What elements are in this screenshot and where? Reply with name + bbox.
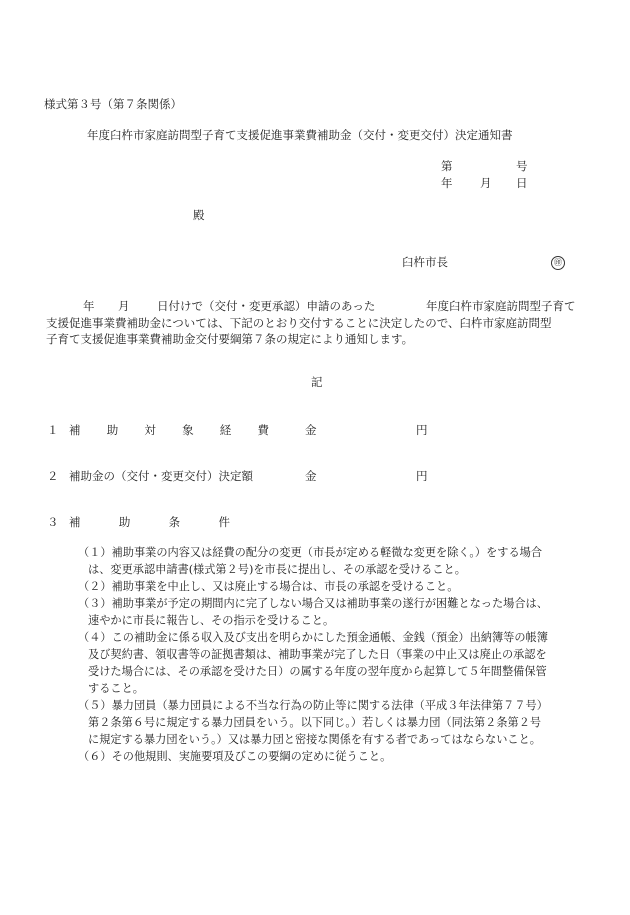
condition-item bbox=[78, 578, 618, 595]
condition-line: （３）補助事業が予定の期間内に完了しない場合又は補助事業の遂行が困難となった場合は、 bbox=[78, 597, 548, 610]
condition-line: （２）補助事業を中止し、又は廃止する場合は、市長の承認を受けること。 bbox=[78, 580, 459, 593]
body-year: 年 bbox=[83, 299, 95, 313]
condition-item bbox=[78, 629, 618, 697]
document-title: 年度臼杵市家庭訪問型子育て支援促進事業費補助金（交付・変更交付）決定通知書 bbox=[87, 128, 513, 142]
item3-char: 件 bbox=[218, 515, 230, 529]
item1-yen: 円 bbox=[416, 423, 428, 437]
doc-date-month: 月 bbox=[480, 176, 492, 190]
condition-item bbox=[78, 544, 618, 578]
body-line3: 子育て支援促進事業費補助金交付要綱第７条の規定により通知します。 bbox=[46, 332, 414, 346]
condition-item bbox=[78, 748, 618, 765]
condition-line: 受けた場合には、その承認を受けた日）の属する年度の翌年度から起算して５年間整備保管 bbox=[88, 665, 547, 678]
addressee-suffix: 殿 bbox=[193, 208, 205, 222]
item3-char: 助 bbox=[118, 515, 131, 529]
condition-item bbox=[78, 595, 618, 629]
condition-line: 速やかに市長に報告し、その指示を受けること。 bbox=[88, 614, 335, 627]
item2-kin: 金 bbox=[305, 469, 317, 483]
condition-line: （４）この補助金に係る収入及び支出を明らかにした預金通帳、金銭（預金）出納簿等の帳簿 bbox=[78, 631, 548, 644]
condition-line: すること。 bbox=[88, 682, 144, 695]
condition-line: （５）暴力団員（暴力団員による不当な行為の防止等に関する法律（平成３年法律第７７号） bbox=[78, 699, 548, 712]
item1-char: 経 bbox=[219, 423, 232, 437]
item3-char: 条 bbox=[168, 515, 181, 529]
item2-label: 補助金の（交付・変更交付）決定額 bbox=[69, 469, 253, 483]
condition-line: は、変更承認申請書(様式第２号)を市長に提出し、その承認を受けること。 bbox=[88, 563, 466, 576]
conditions-list bbox=[78, 544, 618, 765]
ki-heading: 記 bbox=[311, 375, 323, 389]
body-line1-end: 年度臼杵市家庭訪問型子育て bbox=[426, 299, 576, 313]
doc-number-dai: 第 bbox=[441, 159, 453, 173]
item2-yen: 円 bbox=[416, 469, 428, 483]
seal-icon: ㊞ bbox=[551, 256, 565, 270]
item1-char: 補 bbox=[69, 423, 81, 437]
seal-mark bbox=[551, 256, 565, 270]
item3-char: 補 bbox=[69, 515, 81, 529]
condition-line: に規定する暴力団をいう。）又は暴力団と密接な関係を有する者であってはならないこと。 bbox=[88, 733, 541, 746]
issuer-name: 臼杵市長 bbox=[402, 255, 448, 269]
form-number-label: 様式第３号（第７条関係） bbox=[44, 97, 182, 111]
item1-char: 費 bbox=[257, 423, 269, 437]
body-month: 月 bbox=[118, 299, 130, 313]
condition-line: 第２条第６号に規定する暴力団員をいう。以下同じ。）若しくは暴力団（同法第２条第２号 bbox=[88, 716, 542, 729]
item1-label bbox=[69, 425, 269, 437]
doc-number-go: 号 bbox=[516, 159, 528, 173]
condition-item bbox=[78, 697, 618, 748]
doc-date-year: 年 bbox=[441, 176, 453, 190]
item3-number: ３ bbox=[47, 515, 59, 529]
item1-kin: 金 bbox=[305, 423, 317, 437]
body-line1-mid: 日付けで（交付・変更承認）申請のあった bbox=[157, 299, 376, 313]
condition-line: 及び契約書、領収書等の証拠書類は、補助事業が完了した日（事業の中止又は廃止の承認を bbox=[88, 648, 547, 661]
condition-line: （１）補助事業の内容又は経費の配分の変更（市長が定める軽微な変更を除く。）をする場合 bbox=[78, 546, 543, 559]
item1-char: 象 bbox=[182, 423, 194, 437]
item3-label bbox=[69, 517, 230, 529]
item1-char: 対 bbox=[144, 423, 156, 437]
condition-line: （６）その他規則、実施要項及びこの要綱の定めに従うこと。 bbox=[78, 750, 392, 763]
doc-date-day: 日 bbox=[516, 176, 528, 190]
body-line2: 支援促進事業費補助金については、下記のとおり交付することに決定したので、臼杵市家庭訪問型 bbox=[46, 316, 552, 330]
item1-number: １ bbox=[47, 423, 59, 437]
item2-number: ２ bbox=[47, 469, 59, 483]
item1-char: 助 bbox=[106, 423, 119, 437]
